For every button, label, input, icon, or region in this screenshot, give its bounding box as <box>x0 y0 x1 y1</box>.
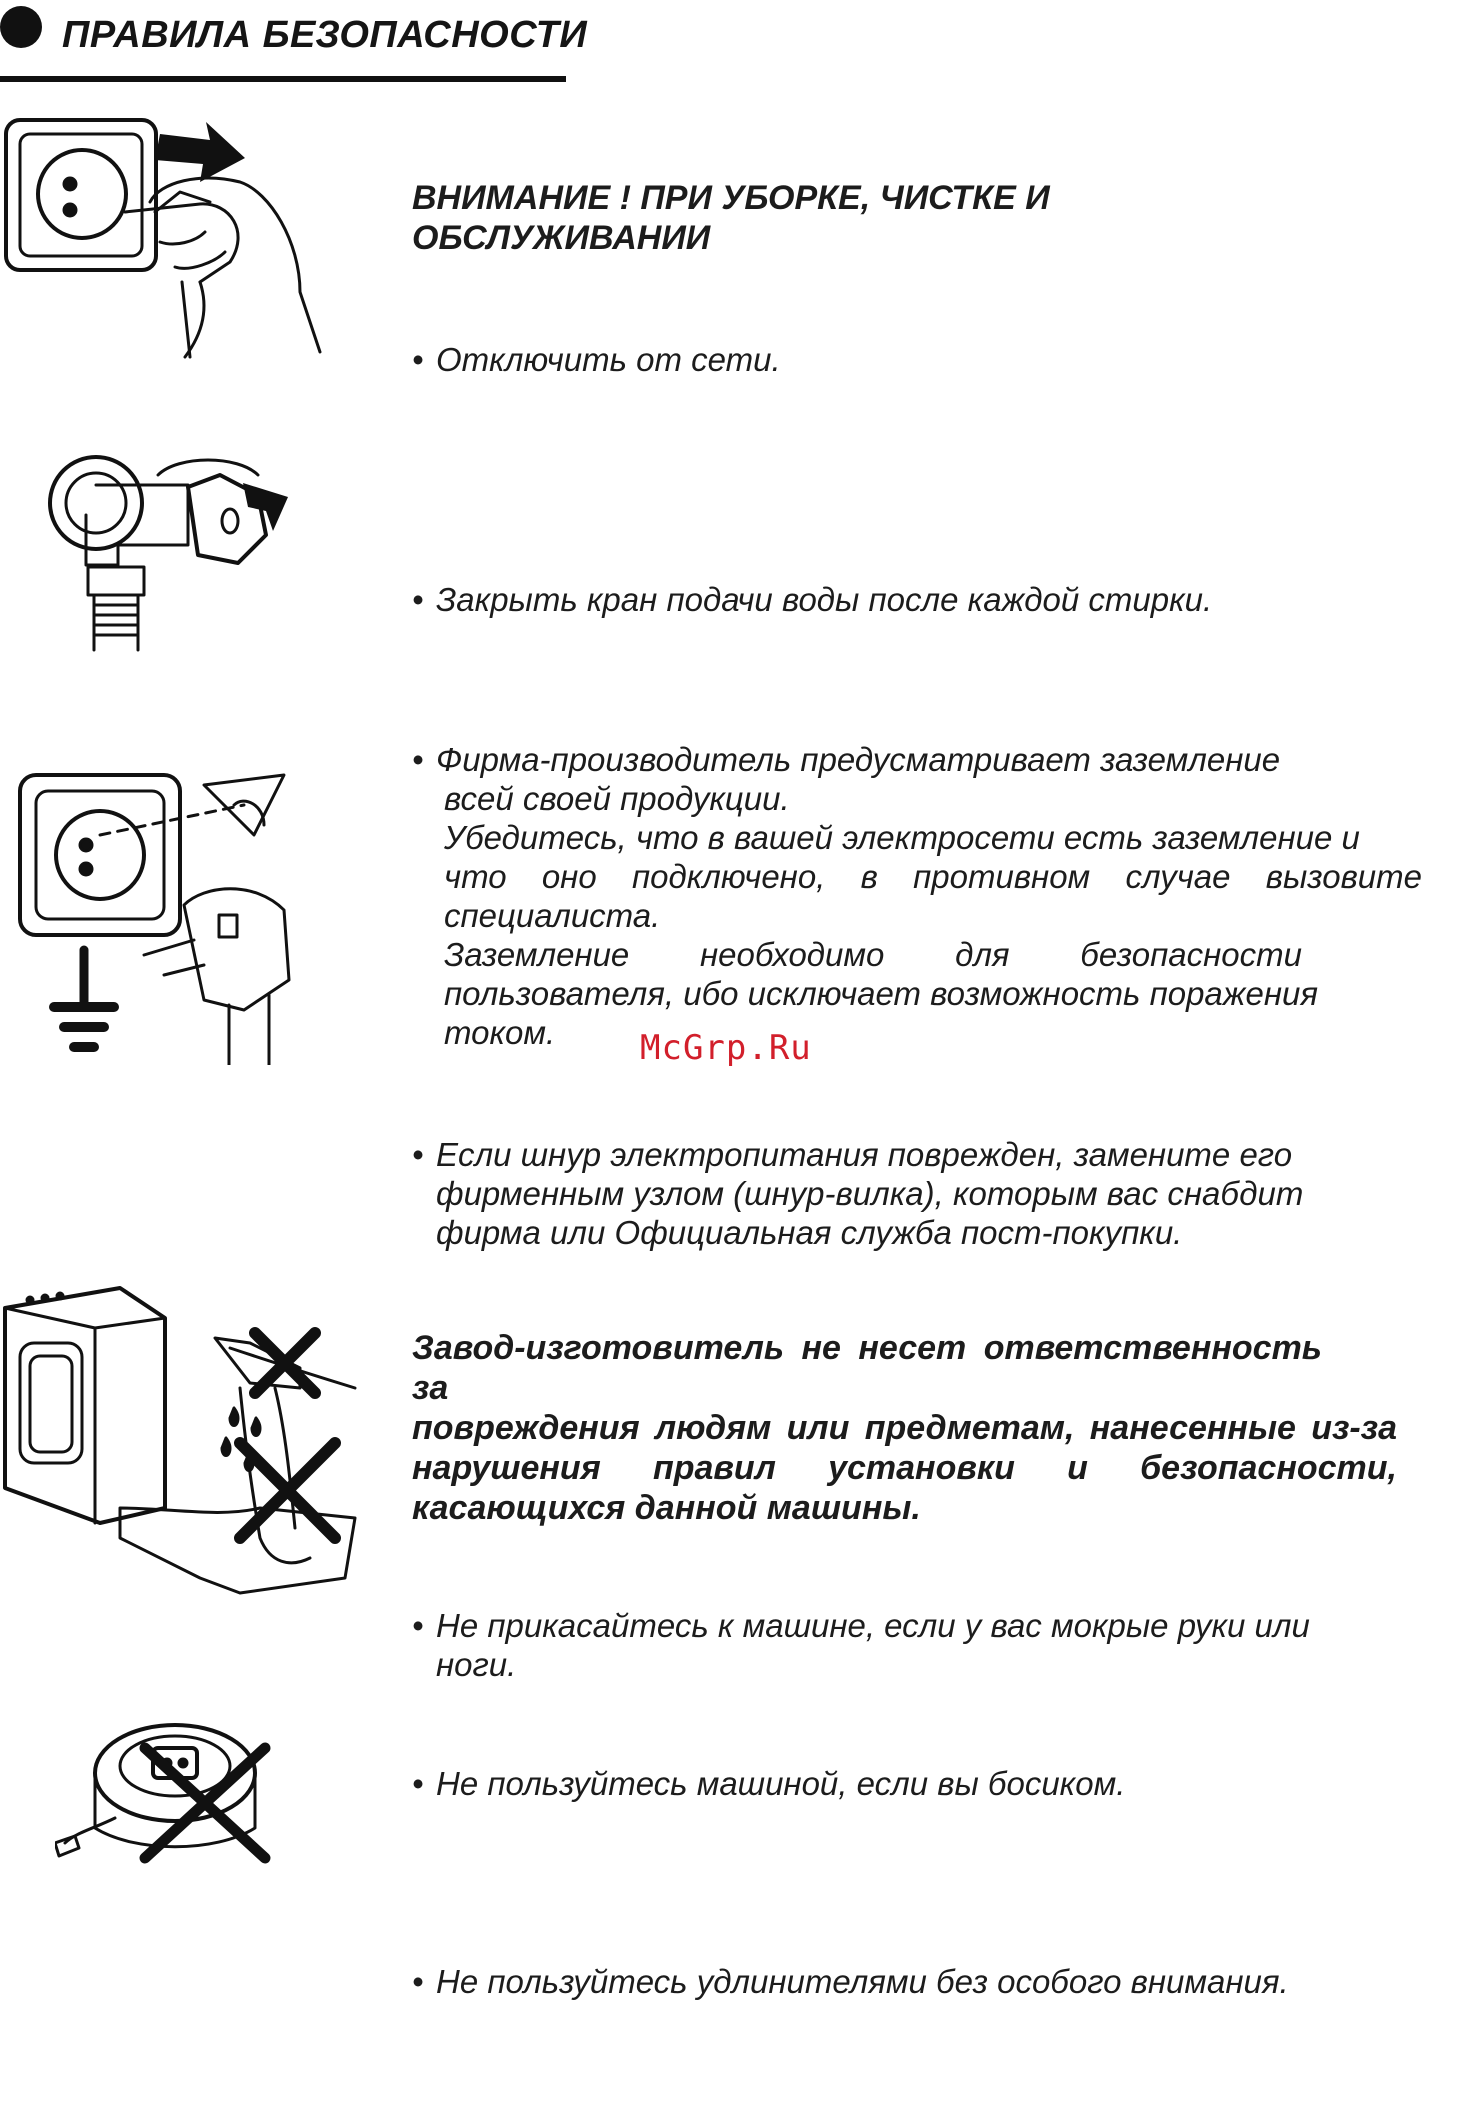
grounded-socket-plug-icon <box>14 765 314 1065</box>
attention-line-2: ОБСЛУЖИВАНИИ <box>412 219 711 257</box>
wet-floor-machine-icon <box>0 1278 360 1598</box>
grounding-line-8: током. <box>444 1014 556 1051</box>
wet-hands-line-2: ноги. <box>436 1646 517 1683</box>
item-cord <box>412 1135 1303 1252</box>
water-tap-icon <box>38 445 298 655</box>
page-title: ПРАВИЛА БЕЗОПАСНОСТИ <box>62 14 588 56</box>
item-grounding <box>412 740 1422 1052</box>
item-wet-hands <box>412 1606 1310 1684</box>
wet-hands-line-1: Не прикасайтесь к машине, если у вас мокрые руки или <box>436 1607 1310 1644</box>
cord-line-3: фирма или Официальная служба пост-покупки. <box>436 1214 1183 1251</box>
bullet: • <box>412 741 424 778</box>
grounding-line-3: Убедитесь, что в вашей электросети есть заземление и <box>444 819 1360 856</box>
grounding-line-4: что оно подключено, в противном случае вызовите <box>444 858 1422 895</box>
grounding-line-6: Заземление необходимо для безопасности <box>444 936 1302 973</box>
extension-reel-crossed-icon <box>55 1718 285 1868</box>
grounding-line-1: Фирма-производитель предусматривает заземление <box>436 741 1281 778</box>
cord-line-1: Если шнур электропитания поврежден, замените его <box>436 1136 1293 1173</box>
liability-statement <box>412 1328 1397 1528</box>
cord-line-2: фирменным узлом (шнур-вилка), которым вас снабдит <box>436 1175 1304 1212</box>
liability-line-1: Завод-изготовитель не несет ответственность за <box>412 1329 1322 1407</box>
grounding-line-7: пользователя, ибо исключает возможность поражения <box>444 975 1318 1012</box>
item-unplug-text: Отключить от сети. <box>436 341 781 378</box>
title-bullet <box>0 6 42 48</box>
watermark: McGrp.Ru <box>640 1028 812 1068</box>
item-tap <box>412 580 1212 619</box>
liability-line-3: нарушения правил установки и безопасности, <box>412 1449 1397 1487</box>
bullet: • <box>412 1963 424 2000</box>
title-underline <box>0 76 566 82</box>
liability-line-2: повреждения людям или предметам, нанесенные из-за <box>412 1409 1397 1447</box>
grounding-line-2: всей своей продукции. <box>444 780 790 817</box>
item-barefoot <box>412 1764 1125 1803</box>
item-tap-text: Закрыть кран подачи воды после каждой стирки. <box>436 581 1213 618</box>
bullet: • <box>412 581 424 618</box>
item-extension <box>412 1962 1289 2001</box>
bullet: • <box>412 1136 424 1173</box>
bullet: • <box>412 341 424 378</box>
attention-heading <box>412 178 1050 258</box>
bullet: • <box>412 1607 424 1644</box>
extension-text: Не пользуйтесь удлинителями без особого внимания. <box>436 1963 1289 2000</box>
attention-line-1: ВНИМАНИЕ ! ПРИ УБОРКЕ, ЧИСТКЕ И <box>412 179 1050 217</box>
liability-line-4: касающихся данной машины. <box>412 1489 921 1527</box>
item-unplug <box>412 340 781 379</box>
socket-plug-hand-icon <box>0 112 350 362</box>
bullet: • <box>412 1765 424 1802</box>
grounding-line-5: специалиста. <box>444 897 661 934</box>
barefoot-text: Не пользуйтесь машиной, если вы босиком. <box>436 1765 1126 1802</box>
